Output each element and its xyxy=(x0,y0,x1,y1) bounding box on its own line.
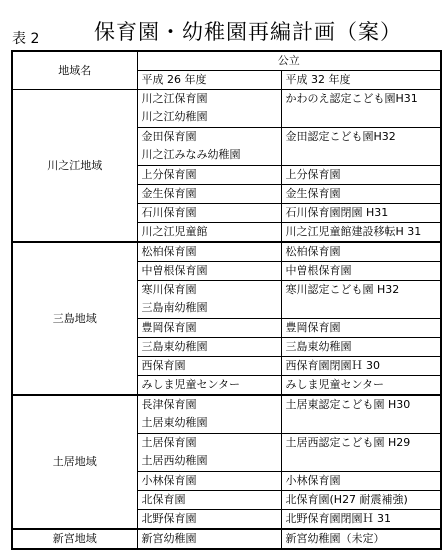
planned-facility: 川之江児童館建設移転H 31 xyxy=(281,223,441,243)
region-name: 川之江地域 xyxy=(12,90,137,243)
facility-name: 寒川保育園 xyxy=(141,283,197,296)
facility-name: 川之江みなみ幼稚園 xyxy=(141,148,241,161)
current-facility xyxy=(137,128,281,166)
current-facility xyxy=(137,434,281,472)
current-facility xyxy=(137,395,281,434)
planned-facility: 松柏保育園 xyxy=(281,242,441,262)
planned-facility: 石川保育園閉園 H31 xyxy=(281,204,441,223)
current-facility: 豊岡保育園 xyxy=(137,319,281,338)
current-facility: みしま児童センター xyxy=(137,376,281,396)
region-name: 新宮地域 xyxy=(12,529,137,549)
table-number: 表 2 xyxy=(12,31,40,47)
planned-facility: 豊岡保育園 xyxy=(281,319,441,338)
planned-facility: 中曽根保育園 xyxy=(281,262,441,281)
table-body xyxy=(12,90,441,550)
planned-facility: みしま児童センター xyxy=(281,376,441,396)
facility-name: 川之江幼稚園 xyxy=(141,110,208,123)
header-year-32: 平成 32 年度 xyxy=(281,71,441,90)
region-name: 三島地域 xyxy=(12,242,137,395)
planned-facility: 寒川認定こども園 H32 xyxy=(281,281,441,319)
current-facility: 新宮幼稚園 xyxy=(137,529,281,549)
planned-facility: 北保育園(H27 耐震補強) xyxy=(281,491,441,510)
table-row xyxy=(12,395,441,434)
current-facility: 中曽根保育園 xyxy=(137,262,281,281)
reorganization-table xyxy=(11,50,442,550)
current-facility: 北野保育園 xyxy=(137,510,281,530)
planned-facility: 土居東認定こども園 H30 xyxy=(281,395,441,434)
table-row xyxy=(12,529,441,549)
current-facility: 小林保育園 xyxy=(137,472,281,491)
facility-name: 金田保育園 xyxy=(141,130,197,143)
header-region: 地域名 xyxy=(12,51,137,90)
current-facility xyxy=(137,90,281,128)
current-facility: 石川保育園 xyxy=(137,204,281,223)
current-facility xyxy=(137,281,281,319)
facility-name: 土居東幼稚園 xyxy=(141,416,208,429)
planned-facility: 上分保育園 xyxy=(281,166,441,185)
planned-facility: 三島東幼稚園 xyxy=(281,338,441,357)
current-facility: 松柏保育園 xyxy=(137,242,281,262)
table-row xyxy=(12,242,441,262)
planned-facility: 北野保育園閉園Ｈ 31 xyxy=(281,510,441,530)
current-facility: 金生保育園 xyxy=(137,185,281,204)
planned-facility: 金田認定こども園H32 xyxy=(281,128,441,166)
current-facility: 西保育園 xyxy=(137,357,281,376)
table-row xyxy=(12,90,441,128)
planned-facility: 小林保育園 xyxy=(281,472,441,491)
facility-name: 川之江保育園 xyxy=(141,92,208,105)
planned-facility: 西保育園閉園Ｈ 30 xyxy=(281,357,441,376)
facility-name: 土居保育園 xyxy=(141,436,197,449)
planned-facility: 土居西認定こども園 H29 xyxy=(281,434,441,472)
region-name: 土居地域 xyxy=(12,395,137,529)
planned-facility: 金生保育園 xyxy=(281,185,441,204)
planned-facility: かわのえ認定こども園H31 xyxy=(281,90,441,128)
facility-name: 三島南幼稚園 xyxy=(141,301,208,314)
facility-name: 土居西幼稚園 xyxy=(141,454,208,467)
header-public: 公立 xyxy=(137,51,441,71)
header-year-26: 平成 26 年度 xyxy=(137,71,281,90)
current-facility: 上分保育園 xyxy=(137,166,281,185)
current-facility: 三島東幼稚園 xyxy=(137,338,281,357)
facility-name: 長津保育園 xyxy=(141,398,197,411)
current-facility: 川之江児童館 xyxy=(137,223,281,243)
current-facility: 北保育園 xyxy=(137,491,281,510)
planned-facility: 新宮幼稚園（未定） xyxy=(281,529,441,549)
page-title: 保育園・幼稚園再編計画（案） xyxy=(94,20,402,44)
